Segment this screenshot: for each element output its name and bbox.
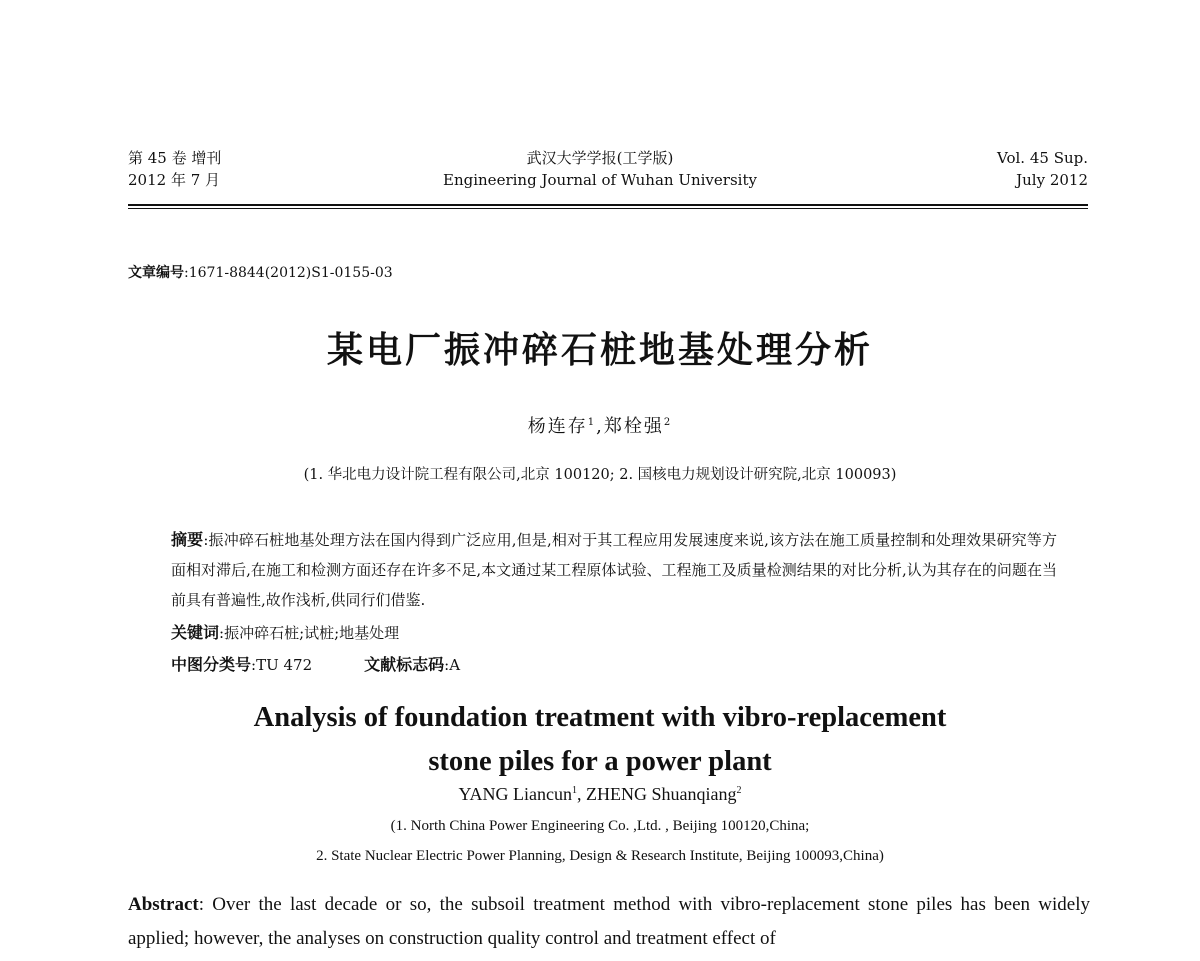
title-en-line1: Analysis of foundation treatment with vibro-replacement xyxy=(253,702,947,733)
article-number xyxy=(128,262,393,282)
author-cn-1: 杨连存 xyxy=(527,416,588,437)
author-en-1-affil: 1 xyxy=(572,785,577,796)
title-en xyxy=(0,696,1200,784)
affiliation-cn: (1. 华北电力设计院工程有限公司,北京 100120; 2. 国核电力规划设计研究院,北京 100093) xyxy=(303,467,897,483)
doc-code-value: :A xyxy=(444,656,461,674)
article-number-label: 文章编号 xyxy=(128,265,184,281)
author-en-1: YANG Liancun xyxy=(458,784,572,804)
authors-cn xyxy=(0,412,1200,438)
title-en-line2: stone piles for a power plant xyxy=(428,746,772,777)
keywords-cn-label: 关键词 xyxy=(171,623,220,642)
abstract-en-text: : Over the last decade or so, the subsoil treatment method with vibro-replacement stone piles has been widely applied; however, the analyses on construction quality control and treatment effect of xyxy=(128,894,1090,949)
clc-label: 中图分类号 xyxy=(171,655,252,674)
journal-name xyxy=(380,147,820,191)
abstract-cn-text: :振冲碎石桩地基处理方法在国内得到广泛应用,但是,相对于其工程应用发展速度来说,该方法在施工质量控制和处理效果研究等方面相对滞后,在施工和检测方面还存在许多不足,本文通过某工程原体试验、工程施工及质量检测结果的对比分析,认为其存在的问题在当前具有普遍性,故作浅析,供同行们借鉴. xyxy=(171,531,1057,609)
journal-name-en: Engineering Journal of Wuhan University xyxy=(443,171,757,189)
journal-name-cn: 武汉大学学报(工学版) xyxy=(526,149,674,167)
affiliation-en-line2: 2. State Nuclear Electric Power Planning, Design & Research Institute, Beijing 100093,China) xyxy=(316,848,884,864)
abstract-en xyxy=(128,888,1090,956)
doc-code-label: 文献标志码 xyxy=(364,655,445,674)
author-en-separator: , xyxy=(577,784,586,804)
title-cn: 某电厂振冲碎石桩地基处理分析 xyxy=(326,330,873,371)
affiliation-en-line1: (1. North China Power Engineering Co. ,Ltd. , Beijing 100120,China; xyxy=(390,818,810,834)
header-rule-thin xyxy=(128,208,1088,209)
author-cn-1-affil: 1 xyxy=(587,417,597,428)
abstract-cn xyxy=(171,525,1057,615)
keywords-cn xyxy=(171,618,399,648)
classification-line xyxy=(171,650,460,680)
author-en-2-affil: 2 xyxy=(736,785,742,796)
journal-volume-info xyxy=(128,147,221,191)
abstract-en-label: Abstract xyxy=(128,894,199,915)
date-cn: 2012 年 7 月 xyxy=(128,171,221,189)
keywords-cn-text: :振冲碎石桩;试桩;地基处理 xyxy=(219,624,400,642)
author-cn-separator: , xyxy=(596,416,604,437)
article-number-value: :1671-8844(2012)S1-0155-03 xyxy=(184,265,393,281)
clc-value: :TU 472 xyxy=(251,656,313,674)
author-cn-2: 郑栓强 xyxy=(603,416,664,437)
date-en: July 2012 xyxy=(1016,171,1088,189)
author-cn-2-affil: 2 xyxy=(663,417,673,428)
header-rule-thick xyxy=(128,204,1088,206)
authors-en xyxy=(0,784,1200,805)
volume-en: Vol. 45 Sup. xyxy=(997,149,1088,167)
abstract-cn-label: 摘要 xyxy=(171,530,204,549)
volume-cn: 第 45 卷 增刊 xyxy=(128,149,222,167)
journal-volume-en xyxy=(997,147,1088,191)
author-en-2: ZHENG Shuanqiang xyxy=(586,784,737,804)
